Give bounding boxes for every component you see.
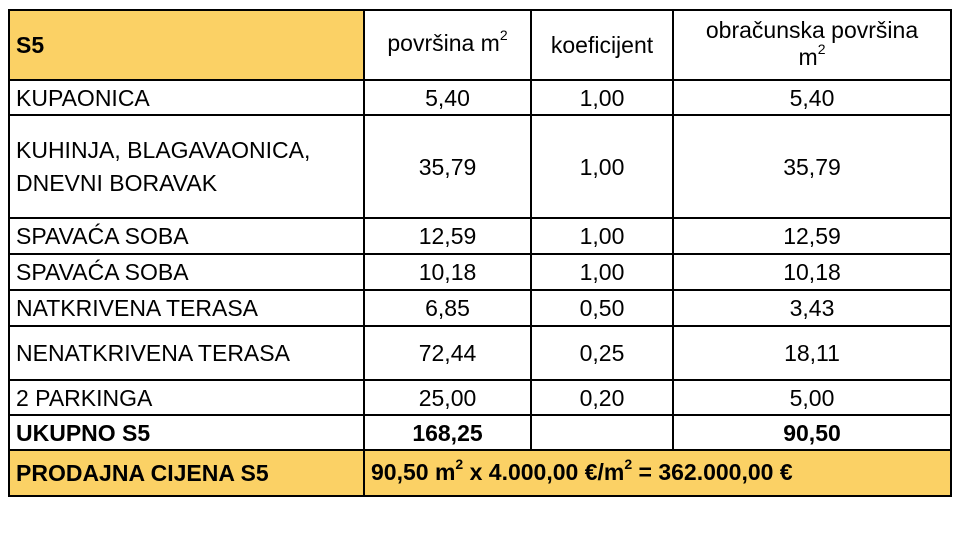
price-sup1: 2 [455, 455, 464, 472]
price-label: PRODAJNA CIJENA S5 [9, 450, 364, 496]
room-coef: 1,00 [531, 115, 673, 218]
col-area-header [364, 10, 531, 80]
room-area: 35,79 [364, 115, 531, 218]
room-area: 6,85 [364, 290, 531, 326]
table-row [9, 115, 951, 218]
header-row [9, 10, 951, 80]
room-name: NATKRIVENA TERASA [9, 290, 364, 326]
room-area: 72,44 [364, 326, 531, 380]
room-calc: 3,43 [673, 290, 951, 326]
room-calc: 5,00 [673, 380, 951, 415]
total-area: 168,25 [364, 415, 531, 450]
col-coef-header: koeficijent [531, 10, 673, 80]
room-calc: 12,59 [673, 218, 951, 254]
col-area-sup: 2 [499, 27, 508, 43]
total-calc: 90,50 [673, 415, 951, 450]
room-area: 10,18 [364, 254, 531, 290]
room-coef: 0,50 [531, 290, 673, 326]
table-row [9, 326, 951, 380]
room-coef: 0,25 [531, 326, 673, 380]
room-coef: 1,00 [531, 218, 673, 254]
price-row [9, 450, 951, 496]
table-row [9, 218, 951, 254]
room-area: 25,00 [364, 380, 531, 415]
room-name: KUHINJA, BLAGAVAONICA, DNEVNI BORAVAK [9, 115, 364, 218]
table-row [9, 254, 951, 290]
room-name: 2 PARKINGA [9, 380, 364, 415]
room-area: 5,40 [364, 80, 531, 115]
room-coef: 1,00 [531, 254, 673, 290]
room-coef: 1,00 [531, 80, 673, 115]
unit-label: S5 [9, 10, 364, 80]
col-calc-header [673, 10, 951, 80]
price-part1: 90,50 m [371, 458, 456, 485]
col-area-text: površina m [387, 30, 500, 56]
price-part3: = 362.000,00 € [632, 458, 793, 485]
room-area: 12,59 [364, 218, 531, 254]
table-row [9, 80, 951, 115]
area-table [8, 9, 952, 497]
price-sup2: 2 [624, 455, 633, 472]
col-calc-sup: 2 [817, 40, 826, 57]
table-row [9, 290, 951, 326]
total-coef-empty [531, 415, 673, 450]
room-calc: 18,11 [673, 326, 951, 380]
price-part2: x 4.000,00 €/m [463, 458, 625, 485]
room-coef: 0,20 [531, 380, 673, 415]
room-name: SPAVAĆA SOBA [9, 218, 364, 254]
room-name: KUPAONICA [9, 80, 364, 115]
price-formula [364, 450, 951, 496]
total-row [9, 415, 951, 450]
table-row [9, 380, 951, 415]
col-calc-line2: m [798, 43, 818, 70]
total-label: UKUPNO S5 [9, 415, 364, 450]
room-name: SPAVAĆA SOBA [9, 254, 364, 290]
room-calc: 10,18 [673, 254, 951, 290]
room-calc: 35,79 [673, 115, 951, 218]
room-name: NENATKRIVENA TERASA [9, 326, 364, 380]
room-calc: 5,40 [673, 80, 951, 115]
col-calc-line1: obračunska površina [705, 16, 919, 43]
